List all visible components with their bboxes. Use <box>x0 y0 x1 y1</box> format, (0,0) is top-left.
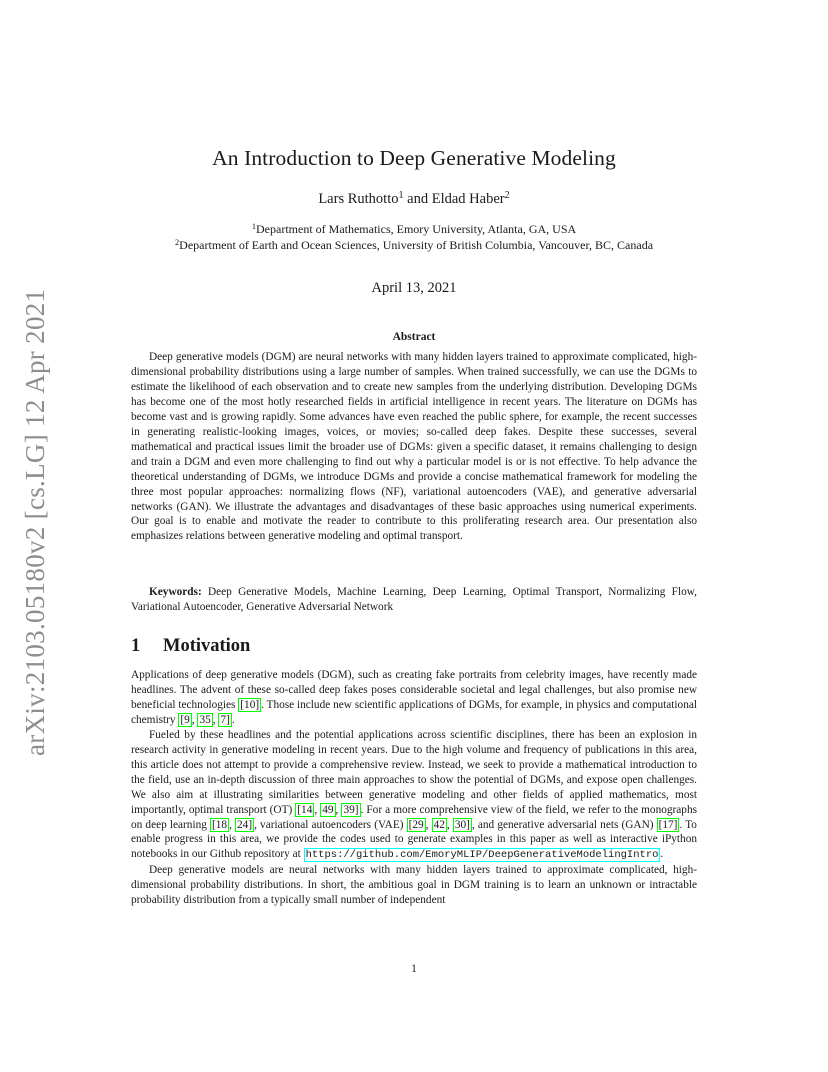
paragraph: Deep generative models are neural networks with many hidden layers trained to approximate complicated, high-dimensional probability distributions. In short, the ambitious goal in DGM training is to learn an unknown or intractable probability distribution from a typically small number of independent <box>131 864 697 907</box>
citation-link[interactable]: [10] <box>240 698 260 711</box>
section-title: Motivation <box>163 636 251 656</box>
citation-link[interactable]: [17] <box>658 818 678 831</box>
citation-link[interactable]: 35 <box>199 713 211 726</box>
author-name: Eldad Haber <box>431 191 505 207</box>
citation-link[interactable]: 39] <box>343 803 359 816</box>
affiliation-mark: 2 <box>174 237 180 247</box>
author-name: Lars Ruthotto <box>318 191 399 207</box>
affiliation-mark: 1 <box>251 221 257 231</box>
section-heading <box>131 636 250 657</box>
affiliation-mark: 1 <box>398 189 404 201</box>
section-number: 1 <box>131 636 141 656</box>
author-list <box>0 191 828 208</box>
affiliation <box>0 222 828 237</box>
paragraph-text: , variational autoencoders (VAE) <box>254 818 407 831</box>
paragraph-text: Fueled by these headlines and the potential applications across scientific disciplines, there has been an explosion in research activity in generative modeling in recent years. Due to the high volume and frequency of publications in this area, this article does not attempt to provide a comprehensive review. Instead, we seek to provide a mathematical introduction to the field, use an in-depth discussion of three main approaches to show the potential of DGMs, and expose open challenges. We also aim at illustrating similarities between generative modeling and other fields of applied mathematics, most importantly, optimal transport (OT) <box>131 728 697 816</box>
github-repository-link[interactable]: https://github.com/EmoryMLIP/DeepGenerativeModelingIntro <box>305 849 659 862</box>
keywords <box>131 585 697 615</box>
keywords-label: Keywords: <box>149 586 202 598</box>
citation-link[interactable]: 30] <box>454 818 470 831</box>
arxiv-identifier: arXiv:2103.05180v2 [cs.LG] 12 Apr 2021 <box>20 288 50 756</box>
citation-link[interactable]: [29 <box>408 818 424 831</box>
page-number: 1 <box>411 963 417 975</box>
citation-link[interactable]: 42 <box>433 818 445 831</box>
paragraph-text: . <box>231 713 235 726</box>
paragraph-text: , and generative adversarial nets (GAN) <box>471 818 657 831</box>
citation-link[interactable]: [18 <box>212 818 228 831</box>
citation-link[interactable]: [9 <box>180 713 190 726</box>
author-conjunction: and <box>403 191 432 207</box>
abstract-text: Deep generative models (DGM) are neural networks with many hidden layers trained to approximate complicated, high-dimensional probability distributions using a large number of samples. When trained successfully, we can use the DGMs to estimate the likelihood of each observation and to create new samples from the underlying distribution. Developing DGMs has become one of the most hotly researched fields in artificial intelligence in recent years. The literature on DGMs has become vast and is growing rapidly. Some advances have even reached the public sphere, for example, the recent successes in generating realistic-looking images, voices, or movies; so-called deep fakes. Despite these successes, several mathematical and practical issues limit the broader use of DGMs: given a specific dataset, it remains challenging to design and train a DGM and even more challenging to find out why a particular model is or is not effective. To help advance the theoretical understanding of DGMs, we introduce DGMs and provide a concise mathematical framework for modeling the three most popular approaches: normalizing flows (NF), variational autoencoders (VAE), and generative adversarial networks (GAN). We illustrate the advantages and disadvantages of these basic approaches using numerical experiments. Our goal is to enable and motivate the reader to contribute to this proliferating research area. Our presentation also emphasizes relations between generative modeling and optimal transport. <box>131 351 697 543</box>
paper-title: An Introduction to Deep Generative Modeling <box>212 146 616 170</box>
affiliation-mark: 2 <box>504 189 510 201</box>
section-body <box>131 668 697 908</box>
citation-link[interactable]: [14 <box>297 803 313 816</box>
paragraph: Fueled by these headlines and the potential applications across scientific disciplines, there has been an explosion in research activity in generative modeling in recent years. Due to the high volume and frequency of publications in this area, this article does not attempt to provide a comprehensive review. Instead, we seek to provide a mathematical introduction to the field, use an in-depth discussion of three main approaches to show the potential of DGMs, and expose open challenges. We also aim at illustrating similarities between generative modeling and other fields of applied mathematics, most importantly, optimal transport (OT) [14 , 49 , 39] . For a more comprehensive view of the field, we refer to the monographs on deep learning [18 , 24] , variational autoencoders (VAE) [29 , 42 , 30] , and generative adversarial nets (GAN) [17] . To enable progress in this area, we provide the codes used to generate examples in this paper as well as interactive iPython notebooks in our Github repository at https://github.com/EmoryMLIP/DeepGenerativeModelingIntro . <box>131 728 697 862</box>
citation-link[interactable]: 24] <box>237 818 253 831</box>
paragraph-text: . For a more comprehensive view of the field, we refer to the monographs on deep learning <box>131 803 697 831</box>
paragraph-text: . To enable progress in this area, we provide the codes used to generate examples in this paper as well as interactive iPython notebooks in our Github repository at <box>131 818 697 861</box>
citation-link[interactable]: 49 <box>322 803 334 816</box>
citation-link[interactable]: 7] <box>220 713 230 726</box>
paragraph-text: . <box>660 848 664 861</box>
affiliation-text: Department of Earth and Ocean Sciences, University of British Columbia, Vancouver, BC, Canada <box>179 238 654 252</box>
affiliation <box>0 238 828 253</box>
keywords-text: Deep Generative Models, Machine Learning, Deep Learning, Optimal Transport, Normalizing Flow, Variational Autoencoder, Generative Adversarial Network <box>131 586 697 613</box>
paragraph-text: Applications of deep generative models (DGM), such as creating fake portraits from celebrity images, have recently made headlines. The advent of these so-called deep fakes poses considerable societal and legal challenges, but also promise new beneficial technologies <box>131 669 697 711</box>
abstract-heading: Abstract <box>392 331 436 343</box>
affiliation-text: Department of Mathematics, Emory University, Atlanta, GA, USA <box>256 222 577 236</box>
publication-date: April 13, 2021 <box>371 280 457 296</box>
paragraph-text: . Those include new scientific applications of DGMs, for example, in physics and computational chemistry <box>131 698 697 726</box>
paragraph: Applications of deep generative models (DGM), such as creating fake portraits from celebrity images, have recently made headlines. The advent of these so-called deep fakes poses considerable societal and legal challenges, but also promise new beneficial technologies [10] . Those include new scientific applications of DGMs, for example, in physics and computational chemistry [9 , 35 , 7] . <box>131 669 697 726</box>
